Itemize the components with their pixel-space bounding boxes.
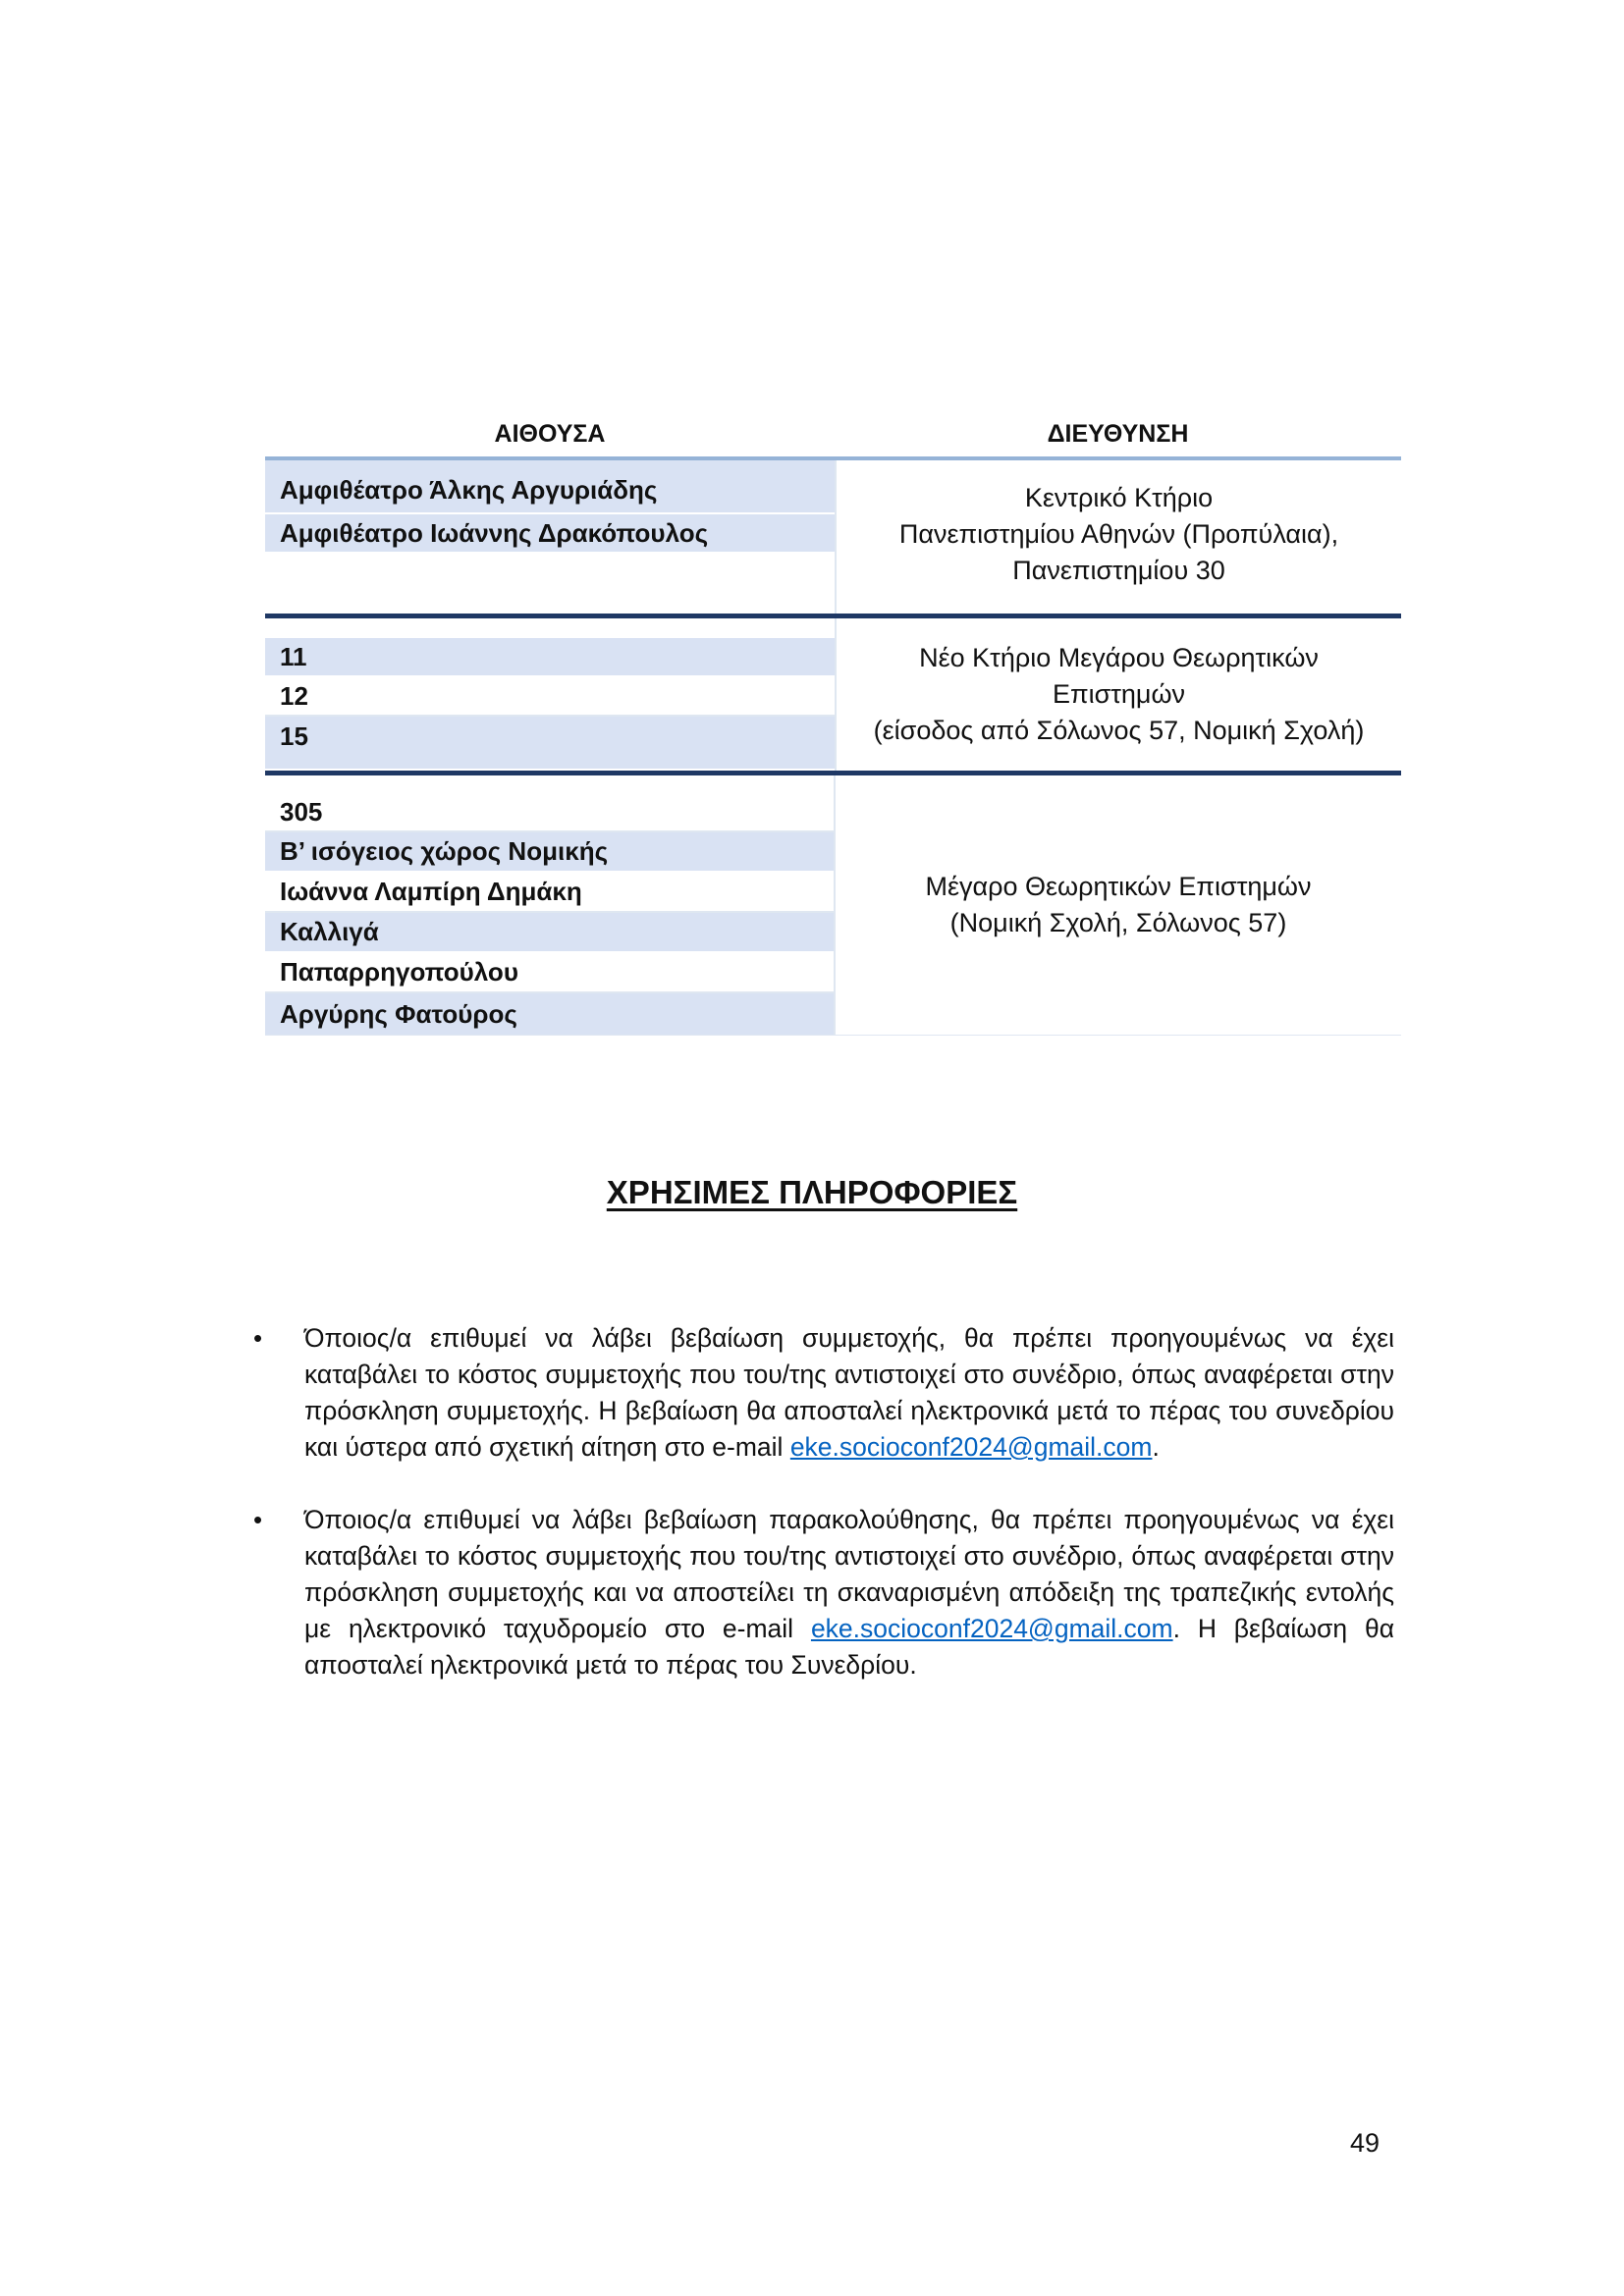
info-paragraph — [304, 1502, 1394, 1683]
address-line: (Νομική Σχολή, Σόλωνος 57) — [949, 908, 1287, 937]
room-list — [265, 460, 835, 614]
room-name: 305 — [265, 775, 834, 832]
venue-address — [835, 460, 1401, 614]
venue-group-theoretical-sciences — [265, 775, 1401, 1036]
venue-group-central — [265, 460, 1401, 618]
room-name: Β’ ισόγειος χώρος Νομικής — [265, 832, 834, 873]
address-line: Επιστημών — [1052, 679, 1186, 709]
room-name: Παπαρρηγοπούλου — [265, 953, 834, 993]
address-line: Πανεπιστημίου 30 — [1012, 556, 1225, 585]
room-name: 11 — [265, 638, 835, 677]
header-address: ΔΙΕΥΘΥΝΣΗ — [1047, 420, 1189, 448]
address-line: Πανεπιστημίου Αθηνών (Προπύλαια), — [898, 519, 1339, 549]
list-item — [253, 1320, 1394, 1466]
room-name: Αμφιθέατρο Άλκης Αργυριάδης — [265, 460, 835, 514]
bullet-icon: • — [253, 1505, 263, 1534]
venue-group-new-building — [265, 618, 1401, 775]
paragraph-text: Όποιος/α επιθυμεί να λάβει βεβαίωση παρακολούθησης, θα πρέπει προηγουμένως να έχει καταβάλει το κόστος συμμετοχής που του/της αντιστοιχεί στο συνέδριο, όπως αναφέρεται στην πρόσκληση συμμετοχής και να αποστείλει τη σκαναρισμένη απόδειξη της τραπεζικής εντολής με ηλεκτρονικό ταχυδρομείο στο e-mail — [304, 1505, 1394, 1643]
venue-address — [834, 775, 1401, 1035]
room-name: Καλλιγά — [265, 913, 834, 953]
email-link[interactable]: eke.socioconf2024@gmail.com — [810, 1614, 1173, 1643]
room-name: 12 — [265, 677, 835, 717]
room-name: 15 — [265, 717, 835, 771]
paragraph-text: Όποιος/α επιθυμεί να λάβει βεβαίωση συμμετοχής, θα πρέπει προηγουμένως να έχει καταβάλει το κόστος συμμετοχής που του/της αντιστοιχεί στο συνέδριο, όπως αναφέρεται στην πρόσκληση συμμετοχής. Η βεβαίωση θα αποσταλεί ηλεκτρονικά μετά το πέρας του συνεδρίου και ύστερα από σχετική αίτηση στο e-mail — [304, 1323, 1394, 1462]
list-item — [253, 1502, 1394, 1683]
room-list — [265, 775, 834, 1035]
paragraph-text-end: . Η βεβαίωση θα αποσταλεί ηλεκτρονικά μετά το πέρας του Συνεδρίου. — [304, 1614, 1395, 1680]
section-title: ΧΡΗΣΙΜΕΣ ΠΛΗΡΟΦΟΡΙΕΣ — [606, 1174, 1018, 1210]
address-line: Κεντρικό Κτήριο — [1024, 483, 1214, 512]
room-name: Αργύρης Φατούρος — [265, 993, 834, 1035]
bullet-icon: • — [253, 1323, 263, 1353]
spacer — [265, 618, 835, 638]
room-list — [265, 618, 835, 771]
venue-address — [835, 618, 1401, 771]
table-header-row — [265, 412, 1401, 460]
info-list — [253, 1320, 1394, 1720]
address-line: (είσοδος από Σόλωνος 57, Νομική Σχολή) — [873, 716, 1365, 745]
address-line: Νέο Κτήριο Μεγάρου Θεωρητικών — [919, 643, 1319, 672]
email-link[interactable]: eke.socioconf2024@gmail.com — [789, 1432, 1153, 1462]
venue-table — [265, 412, 1401, 1036]
address-line: Μέγαρο Θεωρητικών Επιστημών — [925, 872, 1312, 901]
header-room: ΑΙΘΟΥΣΑ — [494, 420, 606, 448]
paragraph-text-end: . — [1152, 1432, 1160, 1462]
room-name: Αμφιθέατρο Ιωάννης Δρακόπουλος — [265, 514, 835, 554]
page-number: 49 — [1350, 2128, 1380, 2158]
room-name: Ιωάννα Λαμπίρη Δημάκη — [265, 873, 834, 913]
info-paragraph — [304, 1320, 1394, 1466]
